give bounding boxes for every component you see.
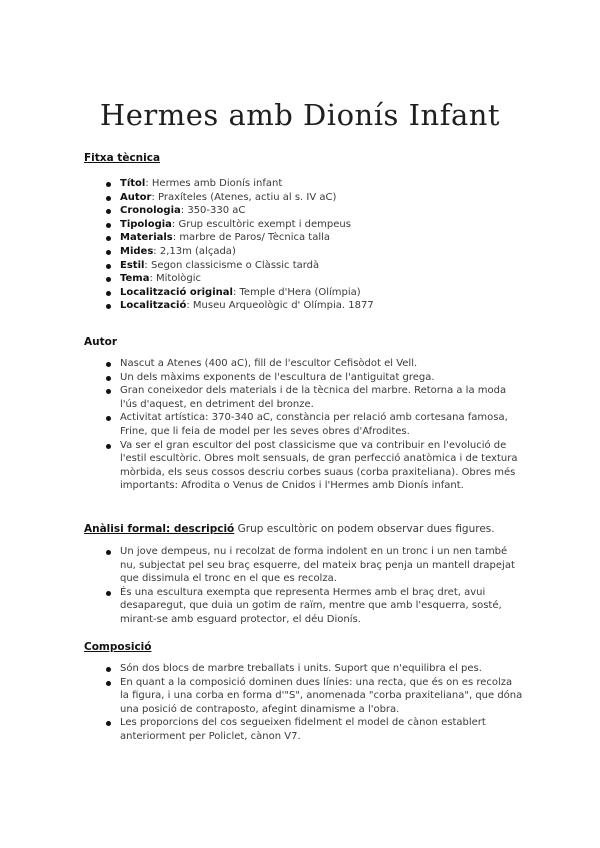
composicio-list (84, 662, 524, 744)
autor-heading: Autor (84, 336, 118, 348)
fitxa-item-titol (84, 177, 524, 191)
fitxa-sep: : (153, 245, 160, 257)
fitxa-value: Segon classicisme o Clàssic tardà (150, 259, 320, 271)
list-item: Nascut a Atenes (400 aC), fill de l'escultor Cefisòdot el Vell. (84, 357, 524, 371)
fitxa-value: Mitològic (156, 273, 201, 285)
fitxa-value: Grup escultòric exempt i dempeus (178, 218, 351, 230)
fitxa-key: Materials (120, 232, 173, 244)
list-item: Un jove dempeus, nu i recolzat de forma indolent en un tronc i un nen també nu, subjectat pel seu braç esquerre, del mateix braç penja un mantell drapejat que dissimula el tronc en el que es recolza. (84, 545, 524, 586)
fitxa-sep: : (151, 191, 159, 203)
fitxa-item-localitzacio-original (84, 286, 524, 300)
fitxa-item-mides (84, 245, 524, 259)
fitxa-value: 2,13m (alçada) (159, 245, 236, 257)
fitxa-value: Hermes amb Dionís infant (151, 178, 283, 189)
list-item: Gran coneixedor dels materials i de la tècnica del marbre. Retorna a la moda l'ús d'aquest, en detriment del bronze. (84, 384, 524, 411)
analisi-formal-heading: Anàlisi formal: descripció (84, 523, 235, 535)
fitxa-key: Localització (120, 300, 187, 312)
fitxa-item-localitzacio (84, 299, 524, 313)
fitxa-value: Temple d'Hera (Olímpia) (239, 286, 361, 298)
fitxa-sep: : (171, 218, 179, 230)
composicio-section (84, 641, 524, 744)
fitxa-value: marbre de Paros/ Tècnica talla (179, 232, 331, 244)
document-title: Hermes amb Dionís Infant (99, 98, 501, 132)
fitxa-sep: : (186, 300, 193, 312)
fitxa-sep: : (232, 286, 240, 298)
composicio-heading: Composició (84, 641, 152, 653)
fitxa-key: Tipologia (120, 218, 172, 230)
fitxa-tecnica-section (84, 152, 524, 313)
fitxa-sep: : (145, 178, 152, 189)
fitxa-item-tipologia (84, 218, 524, 232)
list-item: Les proporcions del cos segueixen fidelment el model de cànon establert anteriorment per Policlet, cànon V7. (84, 716, 524, 743)
fitxa-tecnica-list (84, 177, 524, 313)
fitxa-sep: : (144, 259, 151, 271)
analisi-formal-paragraph (84, 522, 524, 536)
fitxa-key: Localització original (120, 286, 233, 298)
fitxa-tecnica-heading: Fitxa tècnica (84, 152, 161, 164)
analisi-formal-text: Grup escultòric on podem observar dues figures. (234, 523, 495, 535)
list-item: Un dels màxims exponents de l'escultura de l'antiguitat grega. (84, 371, 524, 385)
fitxa-value: 350-330 aC (187, 205, 246, 217)
fitxa-key: Títol (120, 178, 146, 189)
fitxa-item-autor (84, 191, 524, 205)
analisi-list (84, 545, 524, 627)
fitxa-sep: : (172, 232, 180, 244)
fitxa-item-tema (84, 272, 524, 286)
list-item: En quant a la composició dominen dues línies: una recta, que és on es recolza la figura, i una corba en forma d'"S", anomenada "corba praxiteliana", que dóna una posició de contraposto, afegint dinamisme a l'obra. (84, 676, 524, 717)
fitxa-key: Tema (120, 273, 150, 285)
list-item: És una escultura exempta que representa Hermes amb el braç dret, avui desaparegut, que duia un gotim de raïm, mentre que amb l'esquerra, sosté, mirant-se amb esguard protector, el déu Dionís. (84, 586, 524, 627)
fitxa-sep: : (180, 205, 188, 217)
fitxa-value: Museu Arqueològic d' Olímpia. 1877 (192, 300, 374, 312)
fitxa-value: Praxíteles (Atenes, actiu al s. IV aC) (158, 191, 337, 203)
list-item: Va ser el gran escultor del post classicisme que va contribuir en l'evolució de l'estil escultòric. Obres molt sensuals, de gran perfecció anatòmica i de textura mòrbida, els seus cossos descriu corbes suaus (corba praxiteliana). Obres més importants: Afrodita o Venus de Cnidos i l'Hermes amb Dionís infant. (84, 439, 524, 493)
list-item: Són dos blocs de marbre treballats i units. Suport que n'equilibra el pes. (84, 662, 524, 676)
fitxa-key: Mides (120, 245, 154, 257)
list-item: Activitat artística: 370-340 aC, constància per relació amb cortesana famosa, Frine, que li feia de model per les seves obres d'Afrodites. (84, 411, 524, 438)
fitxa-key: Cronologia (120, 205, 181, 217)
autor-section (84, 336, 524, 493)
autor-list (84, 357, 524, 493)
fitxa-item-estil (84, 259, 524, 273)
fitxa-key: Estil (120, 259, 145, 271)
fitxa-item-cronologia (84, 204, 524, 218)
analisi-formal-section (84, 522, 524, 627)
fitxa-key: Autor (120, 191, 152, 203)
fitxa-sep: : (149, 273, 157, 285)
fitxa-item-materials (84, 231, 524, 245)
